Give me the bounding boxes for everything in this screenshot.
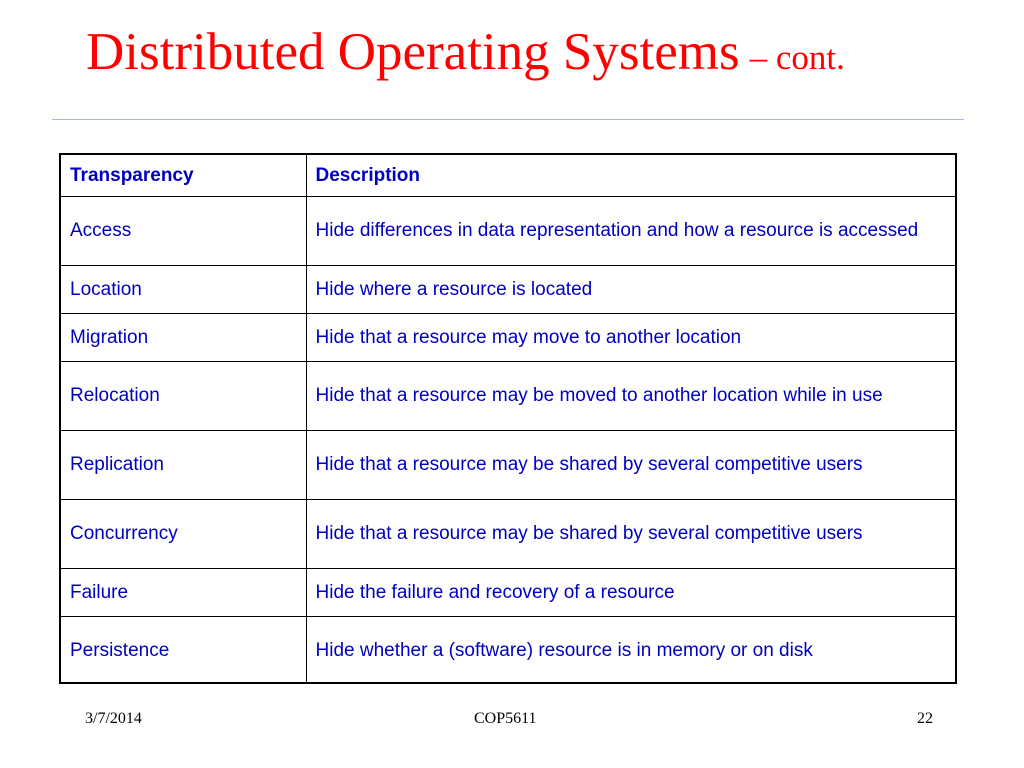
table-row [61, 196, 955, 265]
transparency-table [61, 155, 955, 684]
description-cell: Hide whether a (software) resource is in memory or on disk [306, 616, 955, 684]
slide-title-main: Distributed Operating Systems [86, 23, 740, 81]
description-cell: Hide the failure and recovery of a resource [306, 568, 955, 616]
header-transparency: Transparency [61, 155, 306, 196]
table-row [61, 265, 955, 313]
transparency-cell: Migration [61, 313, 306, 361]
transparency-cell: Location [61, 265, 306, 313]
transparency-cell: Persistence [61, 616, 306, 684]
description-cell: Hide that a resource may move to another location [306, 313, 955, 361]
transparency-cell: Relocation [61, 361, 306, 430]
footer-course: COP5611 [474, 710, 537, 727]
transparency-cell: Failure [61, 568, 306, 616]
description-cell: Hide that a resource may be shared by several competitive users [306, 499, 955, 568]
transparency-table-container [59, 153, 957, 684]
header-description: Description [306, 155, 955, 196]
transparency-cell: Access [61, 196, 306, 265]
title-divider [52, 119, 964, 120]
table-row [61, 313, 955, 361]
table-header-row [61, 155, 955, 196]
table-row [61, 568, 955, 616]
footer-page-number: 22 [917, 710, 933, 727]
table-row [61, 361, 955, 430]
transparency-cell: Concurrency [61, 499, 306, 568]
description-cell: Hide that a resource may be moved to another location while in use [306, 361, 955, 430]
footer-date: 3/7/2014 [85, 710, 142, 727]
description-cell: Hide that a resource may be shared by several competitive users [306, 430, 955, 499]
table-row [61, 616, 955, 684]
description-cell: Hide differences in data representation and how a resource is accessed [306, 196, 955, 265]
transparency-cell: Replication [61, 430, 306, 499]
table-row [61, 499, 955, 568]
table-row [61, 430, 955, 499]
description-cell: Hide where a resource is located [306, 265, 955, 313]
slide-title [86, 23, 845, 81]
slide-title-suffix: – cont. [749, 38, 845, 77]
